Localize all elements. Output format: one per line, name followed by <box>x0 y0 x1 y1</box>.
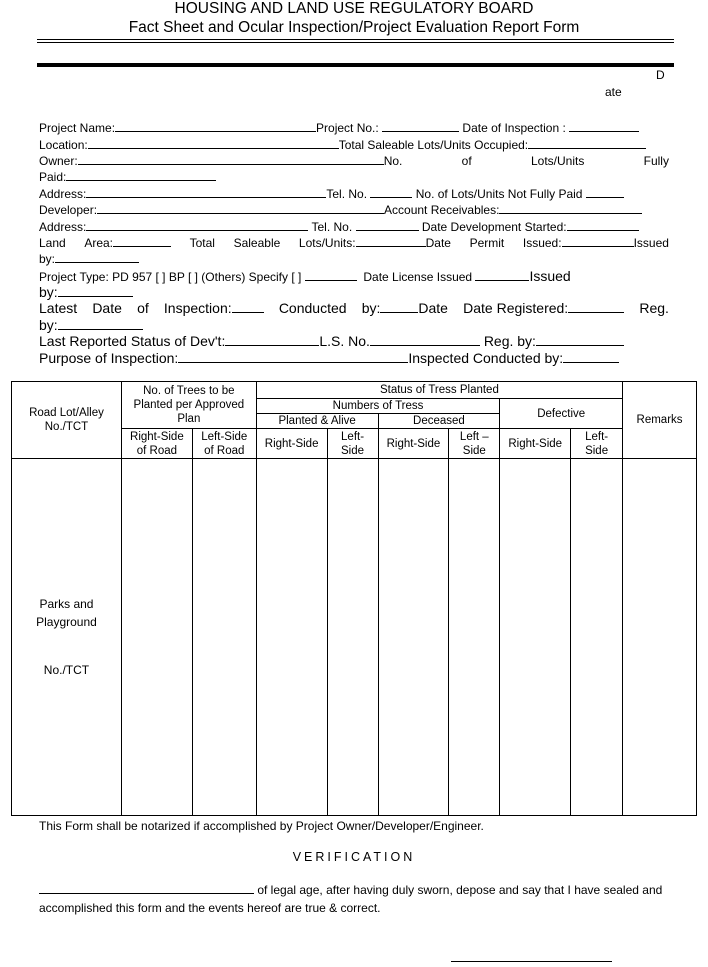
developer-field[interactable] <box>97 203 384 214</box>
project-no-field[interactable] <box>382 121 459 132</box>
project-no-label: Project No.: <box>316 121 379 135</box>
issued-trail-2-label: Issued <box>529 268 571 284</box>
row-location <box>39 138 669 152</box>
parks-label: Parks and Playground <box>36 597 97 629</box>
notarization-note: This Form shall be notarized if accomplished by Project Owner/Developer/Engineer. <box>39 819 484 833</box>
lots-units-label: Lots/Units <box>530 154 585 168</box>
cell-alive-right[interactable] <box>256 459 327 816</box>
account-receivables-field[interactable] <box>499 203 642 214</box>
total-lots-field[interactable] <box>356 236 426 247</box>
reg-label: Reg. <box>639 300 669 316</box>
reg-by-label: Reg. by: <box>483 333 536 349</box>
row-paid <box>39 170 669 184</box>
total-label: Total <box>189 236 215 250</box>
total-saleable-occupied-label: Total Saleable Lots/Units Occupied: <box>338 138 529 152</box>
owner-label: Owner: <box>39 154 78 168</box>
agency-title: HOUSING AND LAND USE REGULATORY BOARD <box>174 0 534 17</box>
cell-defective-left[interactable] <box>571 459 623 816</box>
tel-no-2-field[interactable] <box>356 220 419 231</box>
account-receivables-label: Account Receivables: <box>384 203 500 217</box>
issued-trail-label: Issued <box>633 236 669 250</box>
reg-by-field-1[interactable] <box>58 319 143 330</box>
address-2-field[interactable] <box>86 220 308 231</box>
row-project-name <box>39 121 669 135</box>
conducted-by-field[interactable] <box>380 302 418 313</box>
date-of-inspection-label: Date of Inspection : <box>462 121 566 135</box>
cell-planned-left[interactable] <box>192 459 256 816</box>
sub-deceased-right: Right-Side <box>378 429 449 459</box>
row-address-2 <box>39 220 669 234</box>
form-title: Fact Sheet and Ocular Inspection/Project Evaluation Report Form <box>128 19 580 36</box>
fully-label: Fully <box>643 154 669 168</box>
table-row <box>12 459 697 816</box>
no-tct-label: No./TCT <box>43 663 90 677</box>
paid-field[interactable] <box>66 170 216 181</box>
license-issued-by-field[interactable] <box>58 286 133 297</box>
date-license-issued-label: Date License Issued <box>363 270 473 284</box>
tel-no-2-label: Tel. No. <box>311 220 353 234</box>
row-purpose <box>39 350 669 366</box>
by-label: by: <box>39 252 56 266</box>
row-by-1 <box>39 252 669 266</box>
owner-field[interactable] <box>78 154 384 165</box>
cell-planned-right[interactable] <box>121 459 192 816</box>
latest-inspection-field[interactable] <box>232 302 264 313</box>
address-2-label: Address: <box>39 220 87 234</box>
sub-defective-left: Left-Side <box>571 429 623 459</box>
thick-rule-divider <box>37 63 674 67</box>
signature-line[interactable] <box>451 961 612 962</box>
date-registered-field[interactable] <box>568 302 624 313</box>
sub-alive-right: Right-Side <box>256 429 327 459</box>
sub-deceased-left: Left – Side <box>449 429 500 459</box>
date-dev-started-label: Date Development Started: <box>421 220 567 234</box>
date-license-issued-field[interactable] <box>475 270 529 281</box>
lots-units-2-label: Lots/Units: <box>298 236 356 250</box>
saleable-label: Saleable <box>233 236 281 250</box>
header-status: Status of Tress Planted <box>256 382 622 399</box>
double-rule-divider <box>37 39 674 43</box>
of-label: of <box>461 154 472 168</box>
cell-defective-right[interactable] <box>500 459 571 816</box>
purpose-field[interactable] <box>178 352 408 363</box>
row-developer <box>39 203 669 217</box>
land-area-field[interactable] <box>113 236 171 247</box>
verification-text-1: of legal age, after having duly sworn, depose and say that I have sealed and <box>257 883 663 897</box>
land-label: Land <box>39 236 66 250</box>
last-reported-field[interactable] <box>225 335 319 346</box>
conducted-by-label: by: <box>361 300 381 316</box>
not-fully-paid-label: No. of Lots/Units Not Fully Paid <box>415 187 583 201</box>
row-last-reported <box>39 333 669 349</box>
not-fully-paid-field[interactable] <box>586 187 624 198</box>
cell-remarks[interactable] <box>623 459 697 816</box>
header-numbers: Numbers of Tress <box>256 399 500 414</box>
header-defective: Defective <box>500 399 623 429</box>
trees-table <box>11 381 697 816</box>
row-by-2 <box>39 284 669 300</box>
date-3-label: Date <box>418 300 448 316</box>
header-deceased: Deceased <box>378 414 500 429</box>
address-label: Address: <box>39 187 87 201</box>
date-2-label: Date <box>92 300 122 316</box>
total-saleable-occupied-field[interactable] <box>528 138 646 149</box>
row-project-type <box>39 268 669 284</box>
project-type-label: Project Type: PD 957 [ ] BP [ ] (Others) Specify [ ] <box>39 270 302 284</box>
inspection-label: Inspection: <box>163 300 232 316</box>
by-3-label: by: <box>39 317 58 333</box>
issued-by-field[interactable] <box>55 252 139 263</box>
date-registered-label: Date Registered: <box>463 300 569 316</box>
affiant-name-field[interactable] <box>39 883 254 894</box>
date-label: Date <box>425 236 451 250</box>
location-label: Location: <box>39 138 88 152</box>
sub-left-road: Left-Side of Road <box>192 429 256 459</box>
no-label: No. <box>383 154 403 168</box>
ls-no-field[interactable] <box>370 335 480 346</box>
header-trees-planned: No. of Trees to be Planted per Approved Plan <box>121 382 256 429</box>
row-land-area <box>39 236 669 250</box>
ls-no-label: L.S. No. <box>319 333 370 349</box>
developer-label: Developer: <box>39 203 98 217</box>
by-2-label: by: <box>39 284 58 300</box>
cell-alive-left[interactable] <box>327 459 378 816</box>
project-name-label: Project Name: <box>39 121 116 135</box>
sub-right-road: Right-Side of Road <box>121 429 192 459</box>
permit-issued-field[interactable] <box>562 236 634 247</box>
project-name-field[interactable] <box>115 121 316 132</box>
area-label: Area: <box>84 236 113 250</box>
latest-label: Latest <box>39 300 78 316</box>
inspected-conducted-by-label: Inspected Conducted by: <box>408 350 564 366</box>
address-field[interactable] <box>86 187 326 198</box>
date-label-ate: ate <box>605 85 622 99</box>
verification-title: VERIFICATION <box>292 850 416 864</box>
verification-line-1 <box>39 883 669 897</box>
parks-cell <box>12 459 122 816</box>
row-owner <box>39 154 669 168</box>
sub-alive-left: Left-Side <box>327 429 378 459</box>
header-remarks: Remarks <box>623 382 697 459</box>
project-type-specify-field[interactable] <box>305 270 357 281</box>
sub-defective-right: Right-Side <box>500 429 571 459</box>
verification-text-2: accomplished this form and the events hereof are true & correct. <box>39 901 381 915</box>
cell-deceased-right[interactable] <box>378 459 449 816</box>
purpose-label: Purpose of Inspection: <box>39 350 179 366</box>
inspected-conducted-by-field[interactable] <box>563 352 619 363</box>
row-by-3 <box>39 317 669 333</box>
row-address-1 <box>39 187 669 201</box>
date-of-inspection-field[interactable] <box>569 121 639 132</box>
reg-by-field[interactable] <box>536 335 624 346</box>
of-2-label: of <box>137 300 149 316</box>
header-planted-alive: Planted & Alive <box>256 414 378 429</box>
row-latest-inspection <box>39 300 669 316</box>
cell-deceased-left[interactable] <box>449 459 500 816</box>
tel-no-label: Tel. No. <box>326 187 368 201</box>
conducted-label: Conducted <box>278 300 347 316</box>
header-road-lot: Road Lot/Alley No./TCT <box>12 382 122 459</box>
date-label-d: D <box>656 68 665 82</box>
permit-label: Permit <box>469 236 505 250</box>
paid-label: Paid: <box>39 170 67 184</box>
location-field[interactable] <box>88 138 339 149</box>
tel-no-field[interactable] <box>370 187 412 198</box>
last-reported-label: Last Reported Status of Dev't: <box>39 333 226 349</box>
issued-label: Issued: <box>522 236 562 250</box>
date-dev-started-field[interactable] <box>567 220 639 231</box>
